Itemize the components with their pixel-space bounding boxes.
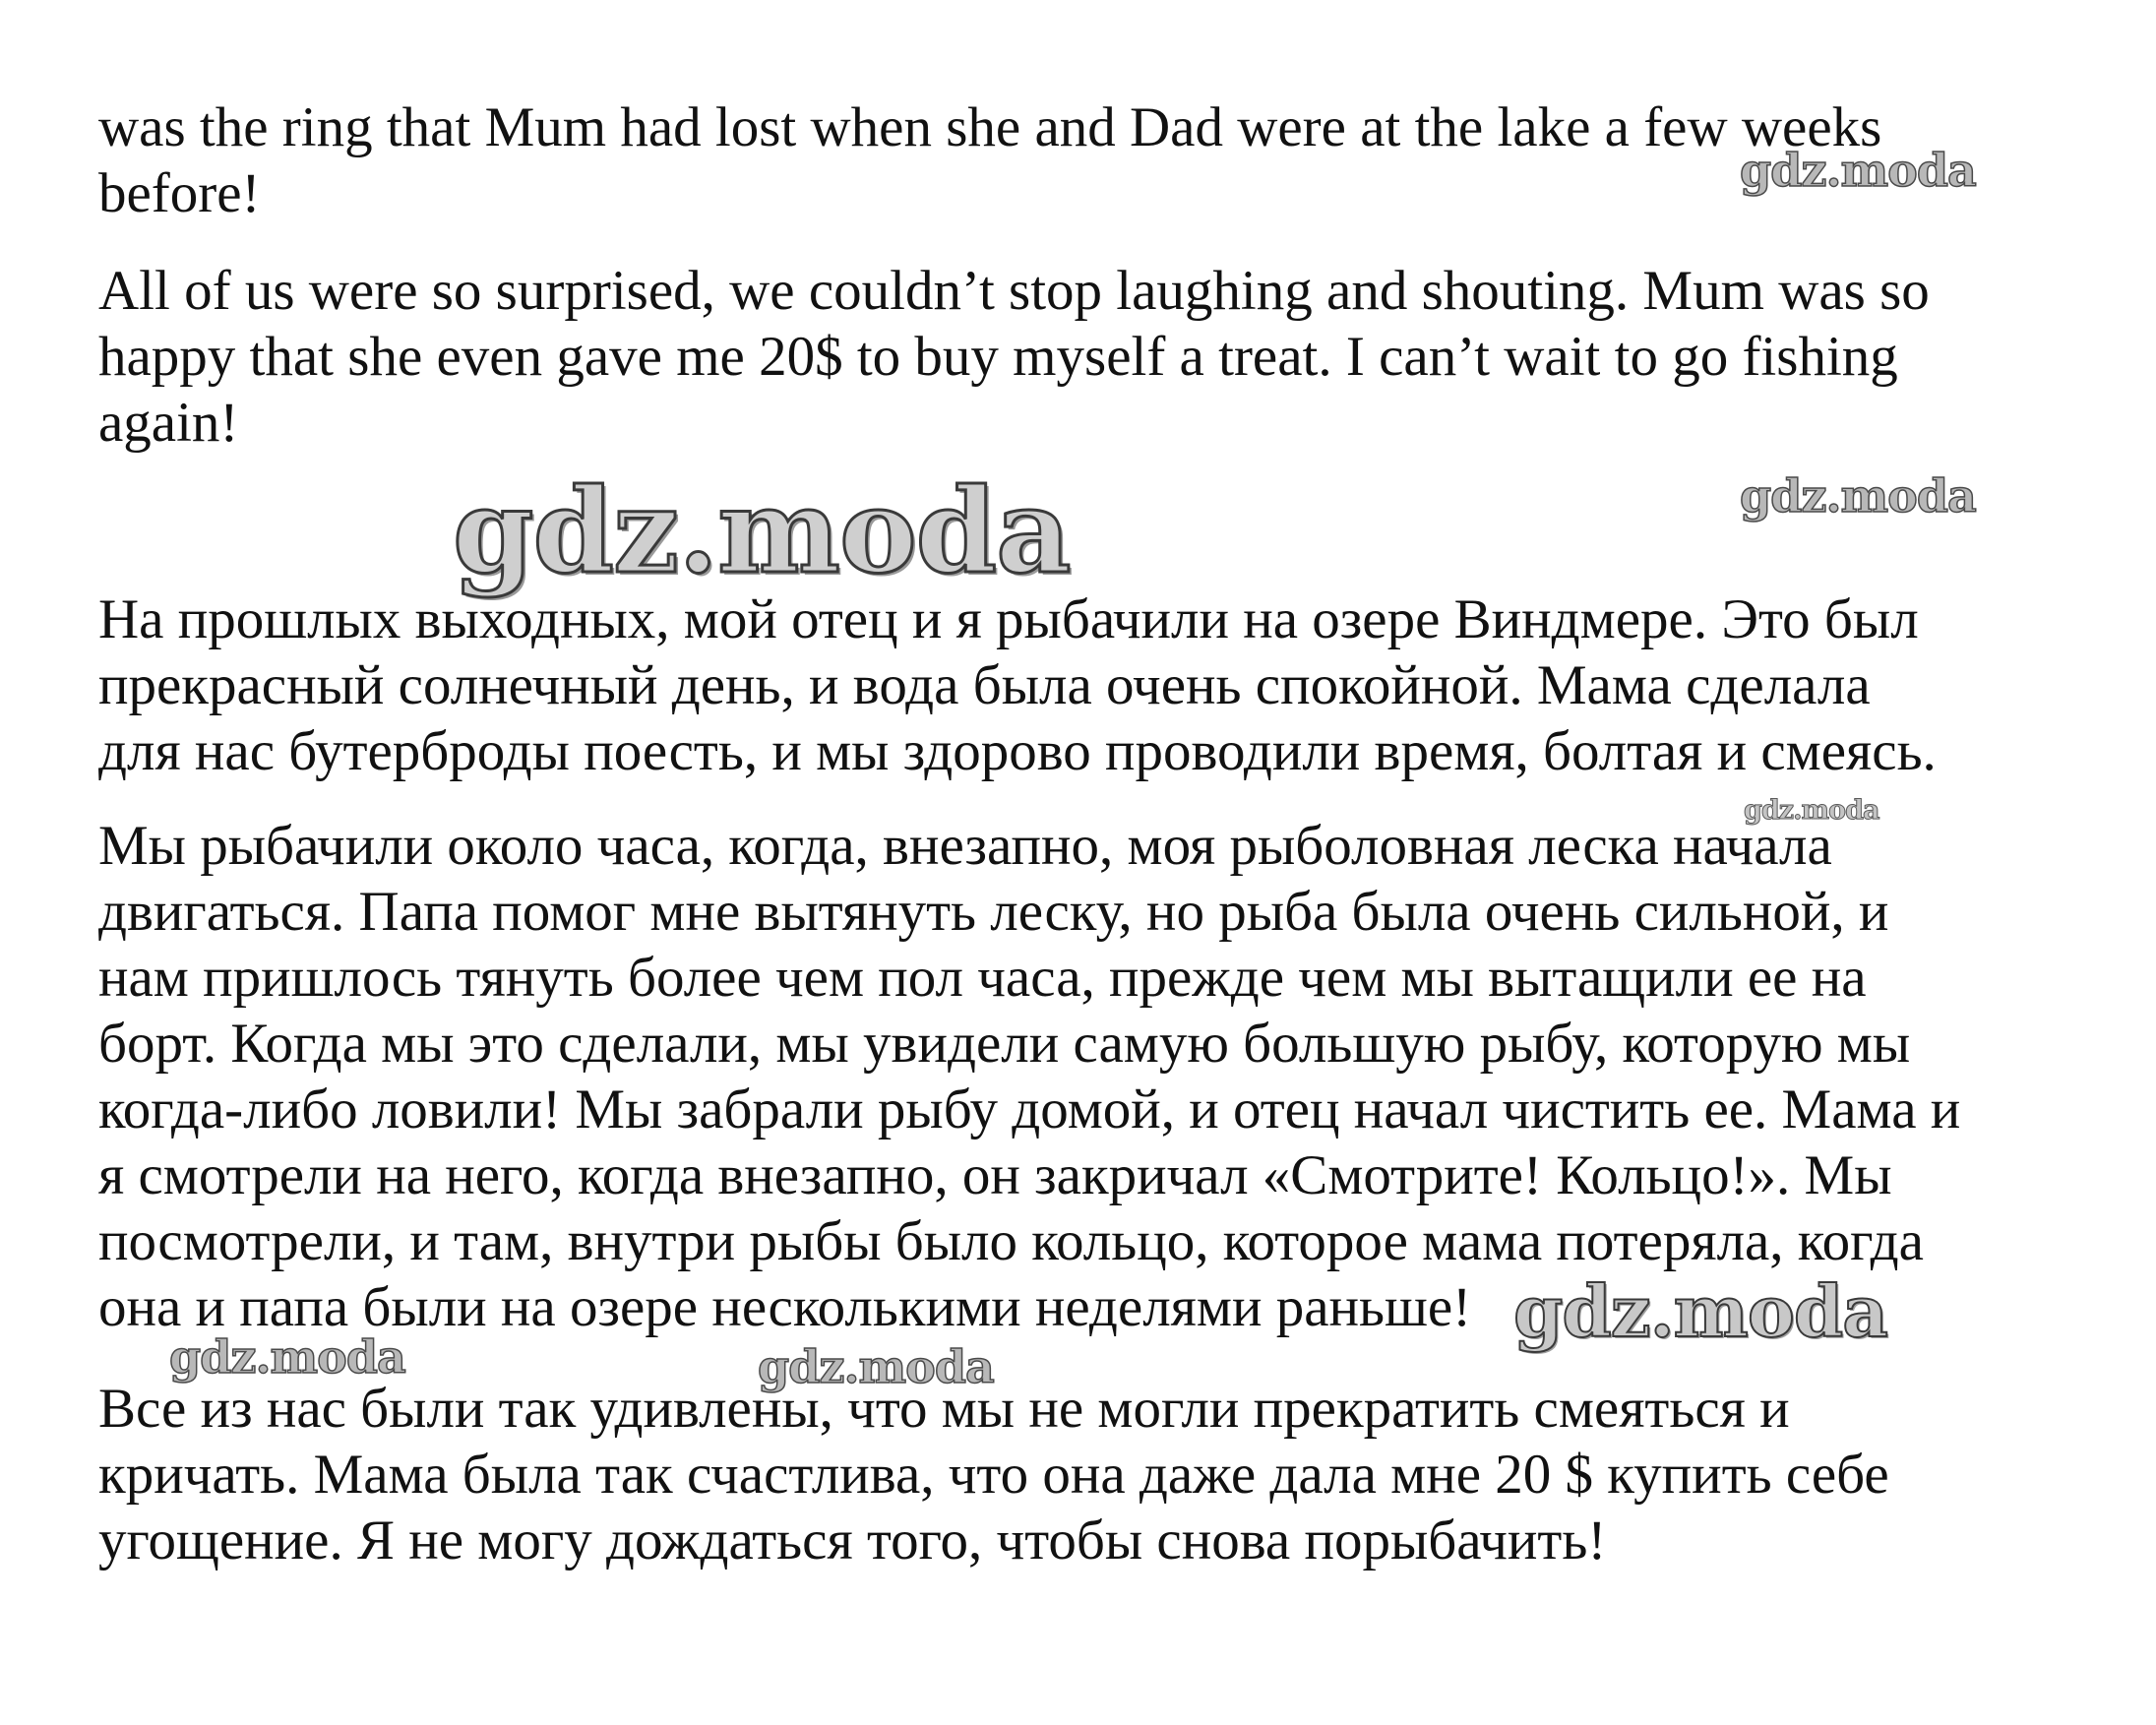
text-line: happy that she even gave me 20$ to buy myself a treat. I can’t wait to go fishing (98, 326, 1898, 388)
text-line: угощение. Я не могу дождаться того, чтобы снова порыбачить! (98, 1509, 1607, 1571)
text-line: again! (98, 392, 239, 454)
text-line: прекрасный солнечный день, и вода была очень спокойной. Мама сделала (98, 654, 1871, 716)
text-line: она и папа были на озере несколькими неделями раньше! (98, 1276, 1472, 1338)
text-line: Мы рыбачили около часа, когда, внезапно, моя рыболовная леска начала (98, 815, 1832, 877)
text-line: посмотрели, и там, внутри рыбы было кольцо, которое мама потеряла, когда (98, 1210, 1924, 1272)
paragraph-english-2 (98, 258, 2086, 456)
text-line: двигаться. Папа помог мне вытянуть леску, но рыба была очень сильной, и (98, 881, 1889, 943)
watermark: gdz.moda (169, 1330, 405, 1384)
watermark: gdz.moda (453, 462, 1071, 599)
watermark: gdz.moda (1740, 144, 1976, 197)
text-line: was the ring that Mum had lost when she and Dad were at the lake a few weeks (98, 96, 1882, 158)
text-line: для нас бутерброды поесть, и мы здорово проводили время, болтая и смеясь. (98, 720, 1937, 782)
paragraph-russian-2 (98, 813, 2086, 1340)
watermark: gdz.moda (758, 1340, 994, 1393)
text-line: All of us were so surprised, we couldn’t stop laughing and shouting. Mum was so (98, 260, 1930, 322)
text-line: нам пришлось тянуть более чем пол часа, прежде чем мы вытащили ее на (98, 947, 1867, 1009)
text-line: кричать. Мама была так счастлива, что она даже дала мне 20 $ купить себе (98, 1444, 1889, 1506)
text-line: когда-либо ловили! Мы забрали рыбу домой, и отец начал чистить ее. Мама и (98, 1078, 1961, 1140)
text-line: я смотрели на него, когда внезапно, он закричал «Смотрите! Кольцо!». Мы (98, 1144, 1892, 1206)
watermark: gdz.moda (1744, 795, 1879, 826)
text-line: Все из нас были так удивлены, что мы не могли прекратить смеяться и (98, 1378, 1790, 1440)
text-line: На прошлых выходных, мой отец и я рыбачили на озере Виндмере. Это был (98, 588, 1919, 650)
watermark: gdz.moda (1740, 469, 1976, 523)
watermark: gdz.moda (1513, 1269, 1887, 1353)
text-line: борт. Когда мы это сделали, мы увидели самую большую рыбу, которую мы (98, 1013, 1911, 1075)
text-line: before! (98, 162, 261, 224)
paragraph-russian-3 (98, 1376, 2086, 1573)
paragraph-russian-1 (98, 586, 2086, 784)
